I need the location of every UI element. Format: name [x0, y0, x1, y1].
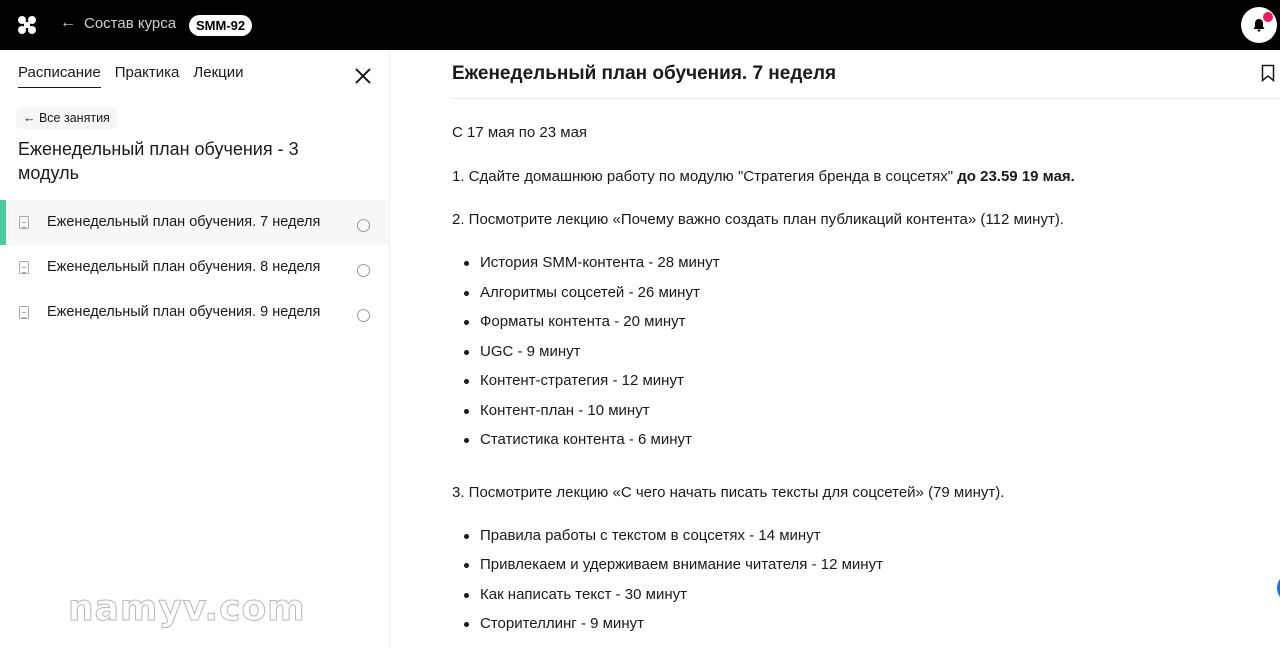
module-title: Еженедельный план обучения - 3 модуль	[18, 139, 299, 183]
step-1-deadline: до 23.59 19 мая.	[957, 168, 1075, 185]
topic-item: Форматы контента - 20 минут	[452, 312, 1252, 342]
course-code-badge: SMM-92	[189, 15, 252, 36]
notifications-button[interactable]	[1241, 7, 1277, 43]
lesson-label: Еженедельный план обучения. 8 неделя	[47, 259, 321, 275]
lesson-label: Еженедельный план обучения. 7 неделя	[47, 214, 321, 230]
topic-item: Как написать текст - 30 минут	[452, 585, 1252, 615]
arrow-left-icon: ←	[60, 14, 76, 31]
close-sidebar-icon[interactable]	[354, 67, 372, 85]
sidebar-tabs	[18, 64, 244, 88]
topic-item: Алгоритмы соцсетей - 26 минут	[452, 283, 1252, 313]
topic-item: История SMM-контента - 28 минут	[452, 253, 1252, 283]
lesson-item[interactable]	[0, 290, 389, 335]
bookmark-icon[interactable]	[1261, 64, 1275, 82]
topic-item: Статистика контента - 6 минут	[452, 430, 1252, 460]
document-icon	[19, 306, 29, 319]
completion-radio[interactable]	[357, 219, 370, 232]
topic-item: UGC - 9 минут	[452, 342, 1252, 372]
tab-practice[interactable]: Практика	[114, 64, 180, 81]
lesson-body	[452, 123, 1252, 648]
step-1	[452, 167, 1252, 187]
lesson-item[interactable]	[0, 200, 389, 245]
completion-radio[interactable]	[357, 309, 370, 322]
lesson-item[interactable]	[0, 245, 389, 290]
topic-item: Правила работы с текстом в соцсетях - 14 минут	[452, 526, 1252, 556]
title-divider	[452, 98, 1280, 99]
step-2-topics	[452, 253, 1252, 460]
lesson-label: Еженедельный план обучения. 9 неделя	[47, 304, 321, 320]
top-bar	[0, 0, 1280, 50]
app-logo-icon[interactable]	[18, 16, 36, 34]
document-icon	[19, 261, 29, 274]
tab-lectures[interactable]: Лекции	[193, 64, 244, 81]
document-icon	[19, 216, 29, 229]
completion-radio[interactable]	[357, 264, 370, 277]
step-3: 3. Посмотрите лекцию «С чего начать писать тексты для соцсетей» (79 минут).	[452, 483, 1005, 501]
lesson-list	[0, 200, 389, 335]
topic-item: Сторителлинг - 9 минут	[452, 614, 1252, 644]
topic-item: Привлекаем и удерживаем внимание читателя - 12 минут	[452, 555, 1252, 585]
sidebar	[0, 50, 390, 648]
step-3-topics	[452, 526, 1252, 644]
tab-schedule[interactable]: Расписание	[18, 64, 101, 88]
step-1-text: 1. Сдайте домашнюю работу по модулю "Стратегия бренда в соцсетях"	[452, 168, 958, 185]
date-range: С 17 мая по 23 мая	[452, 124, 588, 141]
topic-item: Контент-план - 10 минут	[452, 401, 1252, 431]
watermark: namyv.com	[68, 588, 306, 629]
back-link-label: Состав курса	[84, 14, 177, 32]
topic-item: Контент-стратегия - 12 минут	[452, 371, 1252, 401]
notification-badge	[1263, 12, 1273, 22]
step-2: 2. Посмотрите лекцию «Почему важно создать план публикаций контента» (112 минут).	[452, 211, 1064, 228]
course-contents-back-link[interactable]	[60, 14, 176, 32]
page-title: Еженедельный план обучения. 7 неделя	[452, 63, 837, 84]
all-lessons-button[interactable]: ← Все занятия	[16, 107, 117, 129]
main-content	[391, 50, 1280, 648]
